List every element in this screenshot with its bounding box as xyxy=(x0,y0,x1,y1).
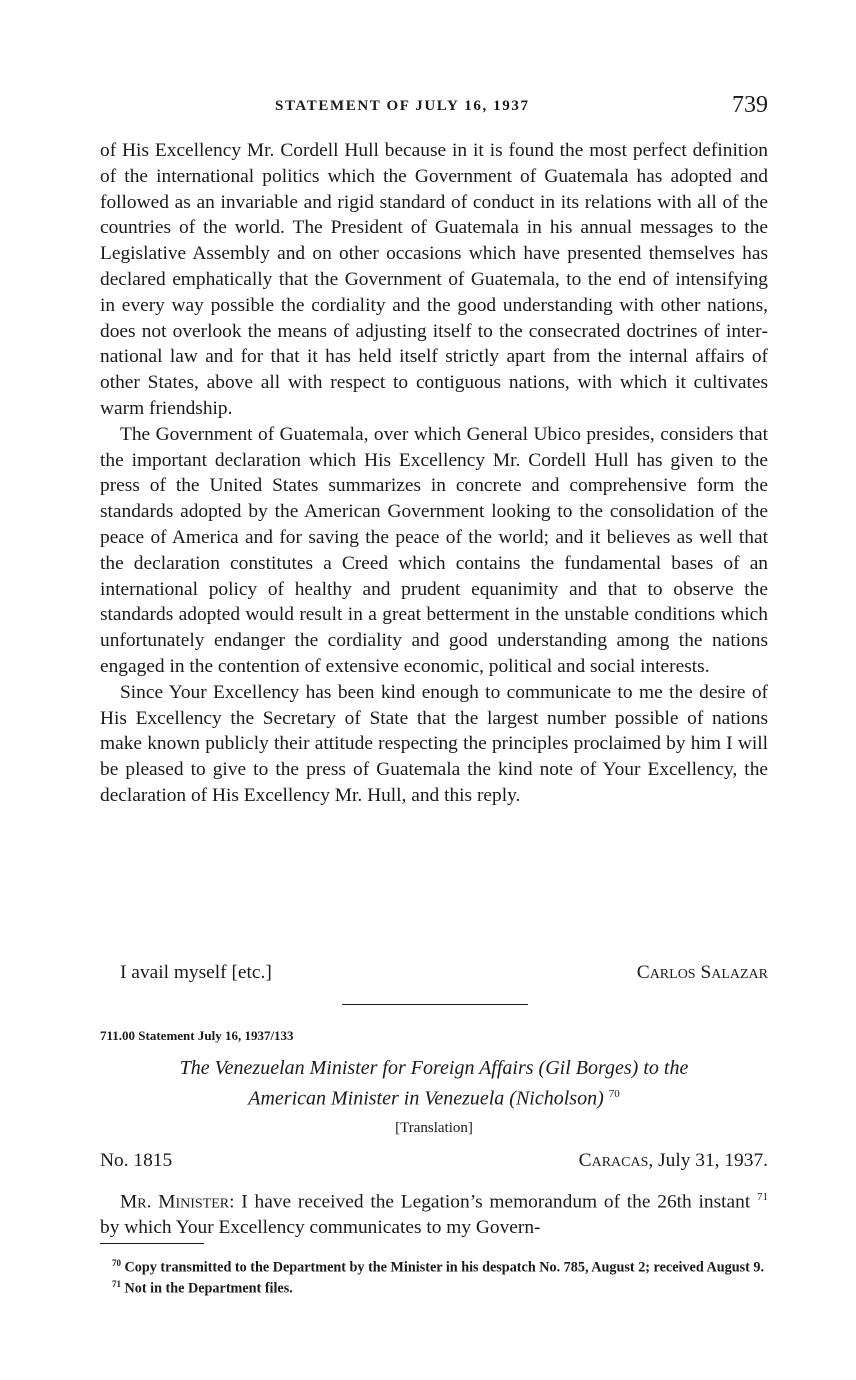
paragraph: Since Your Excellency has been kind enough to communicate to me the desire of His Excellency the Secretary of State that the largest number possible of nations make known publicly their attitude respecting the principles proclaimed by him I will be pleased to give to the press of Guatemala the kind note of Your Excellency, the declaration of His Excellency Mr. Hull, and this reply. xyxy=(100,681,768,806)
letter-body-text xyxy=(100,138,768,809)
paragraph xyxy=(100,1184,768,1241)
footnote-divider xyxy=(100,1243,204,1244)
paragraph: The Government of Guatemala, over which General Ubico presides, considers that the important declaration which His Excellency Mr. Cordell Hull has given to the press of the United States summarizes in concrete and comprehensive form the standards adopted by the American Government looking to the consolidation of the peace of America and for saving the peace of the world; and it believes as well that the declaration constitutes a Creed which contains the fundamental bases of an international policy of healthy and prudent equanimity and that to observe the standards adopted would result in a great betterment in the unstable conditions which unfortunately endanger the cordiality and good understanding among the nations engaged in the contention of extensive economic, political and social interests. xyxy=(100,423,768,677)
footnote xyxy=(100,1276,768,1297)
translation-note: [Translation] xyxy=(395,1120,473,1136)
footnote-ref[interactable]: 71 xyxy=(756,1191,768,1203)
body-text: I have received the Legation’s memorandum of the 26th instant xyxy=(241,1191,751,1213)
signature: Carlos Salazar xyxy=(636,962,768,983)
file-reference: 711.00 Statement July 16, 1937/133 xyxy=(100,1028,294,1043)
footnote-marker: 71 xyxy=(112,1278,121,1289)
city: Caracas, xyxy=(578,1150,654,1171)
footnote-ref[interactable]: 70 xyxy=(608,1088,620,1100)
paragraph-continued: of His Excellency Mr. Cordell Hull because in it is found the most perfect definition of the international politics which the Government of Guatemala has adopted and followed as an invariable and rigid standard of conduct in its relations with all of the countries of the world. The President of Guatemala in his annual messages to the Legislative Assembly and on other occasions which have presented themselves has declared emphatically that the Government of Guatemala, to the end of intensifying in every way possible the cordiality and the good understanding with other nations, does not overlook the means of adjusting itself to the consecrated doctrines of international law and for that it has held itself strictly apart from the internal affairs of other States, above all with respect to contiguous nations, with which it cultivates warm friendship. xyxy=(100,140,768,419)
signoff-line xyxy=(100,962,768,990)
footnote-marker: 70 xyxy=(112,1258,121,1268)
running-head xyxy=(100,92,768,124)
place-and-date xyxy=(579,1150,768,1172)
heading-line xyxy=(100,1081,768,1112)
document-number: No. 1815 xyxy=(100,1150,173,1171)
page-number: 739 xyxy=(732,92,768,118)
document-heading xyxy=(100,1055,768,1112)
footnote xyxy=(100,1255,768,1276)
letter-meta xyxy=(100,1150,768,1178)
date: July 31, 1937. xyxy=(658,1150,768,1171)
closing-phrase: I avail myself [etc.] xyxy=(120,962,272,983)
heading-line-text: American Minister in Venezuela (Nicholson) xyxy=(248,1087,604,1110)
salutation: Mr. Minister: xyxy=(120,1191,235,1213)
heading-line: The Venezuelan Minister for Foreign Affairs (Gil Borges) to the xyxy=(179,1057,689,1079)
footnotes xyxy=(100,1255,768,1296)
second-letter-body xyxy=(100,1184,768,1241)
body-text: by which Your Excellency communicates to my Govern- xyxy=(100,1217,541,1239)
running-head-title: STATEMENT OF JULY 16, 1937 xyxy=(275,98,530,114)
footnote-text: Not in the Department files. xyxy=(124,1280,293,1297)
footnote-text: Copy transmitted to the Department by the Minister in his despatch No. 785, August 2; received August 9. xyxy=(124,1259,765,1276)
section-divider xyxy=(342,1004,528,1005)
